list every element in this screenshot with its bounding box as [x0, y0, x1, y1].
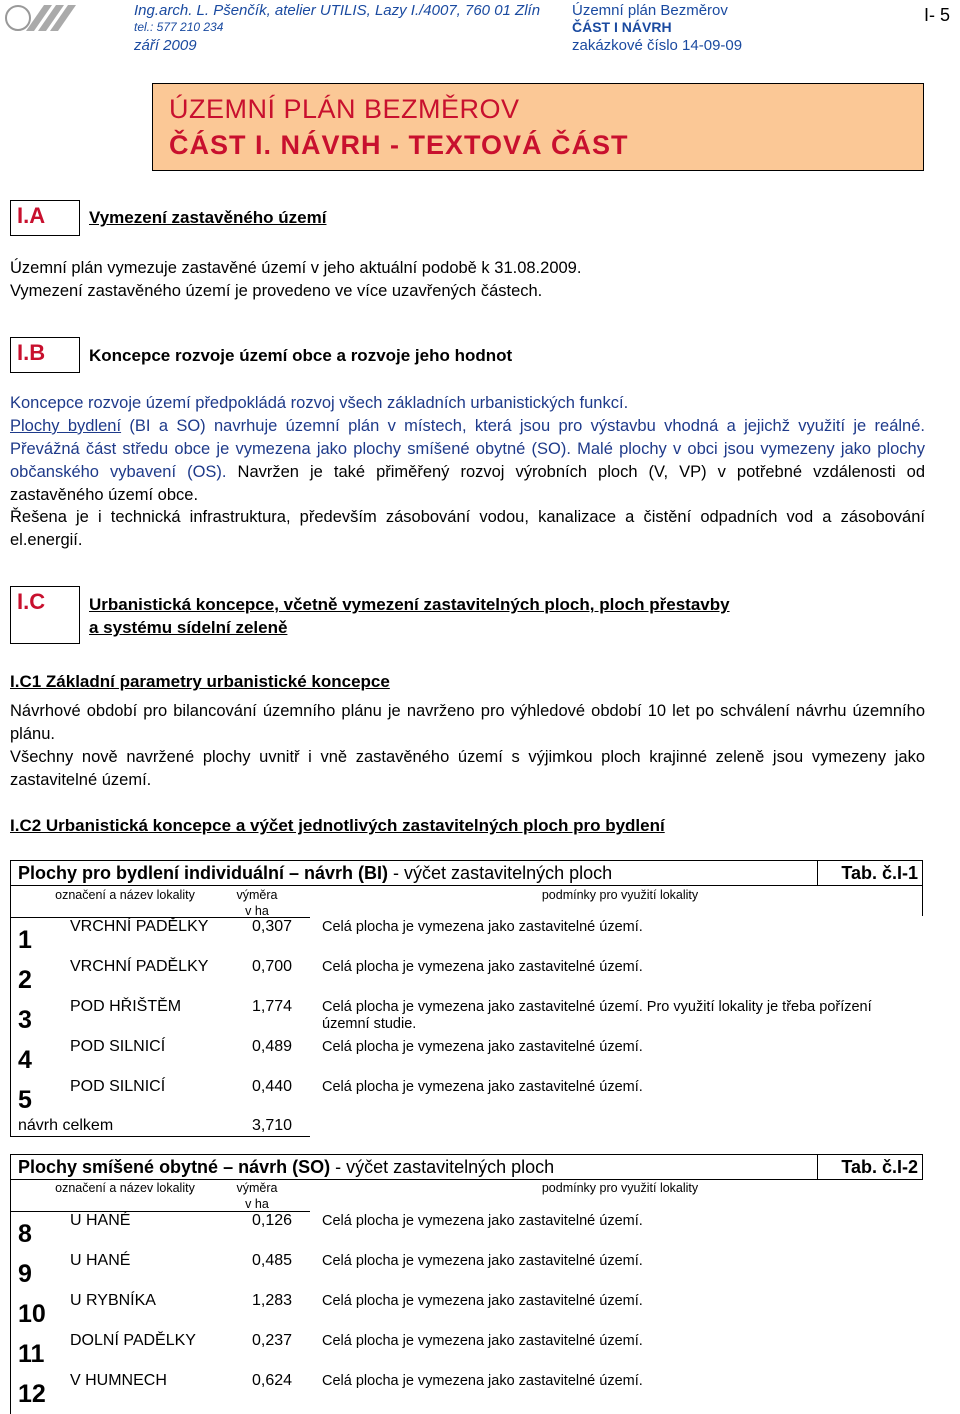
table-row-area: 0,485 — [252, 1252, 293, 1269]
table-row-conditions: Celá plocha je vymezena jako zastavitelné území. — [322, 1213, 643, 1229]
table-row-area: 0,307 — [252, 918, 293, 935]
table-row-conditions: Celá plocha je vymezena jako zastavitelné území. — [322, 1293, 643, 1309]
table-row-name: VRCHNÍ PADĚLKY — [70, 958, 209, 975]
section-c1-paragraph-1: Návrhové období pro bilancování územního plánu je navrženo pro výhledové období 10 let po schválení návrhu územního plánu. — [10, 702, 925, 743]
document-subtitle: ČÁST I. NÁVRH - TEXTOVÁ ČÁST — [169, 130, 629, 160]
table-row-conditions: Celá plocha je vymezena jako zastavitelné území. — [322, 1333, 643, 1349]
table-row-area: 0,489 — [252, 1038, 293, 1055]
table-1-total-value: 3,710 — [252, 1117, 293, 1134]
table-row-number: 8 — [18, 1220, 32, 1248]
table-row-area: 1,283 — [252, 1292, 293, 1309]
header-author: Ing.arch. L. Pšenčík, atelier UTILIS, Lazy I./4007, 760 01 Zlín — [134, 2, 541, 19]
section-a-title: Vymezení zastavěného území — [89, 208, 327, 227]
section-c-code: I.C — [10, 586, 80, 644]
section-b-paragraph-2-rest: Navržen je také přiměřený rozvoj výrobních ploch (V, VP) v potřebné vzdálenosti od zastavěného území obce. — [10, 463, 926, 504]
table-1-col-name: označení a název lokality — [55, 888, 195, 902]
table-row-area: 0,440 — [252, 1078, 293, 1095]
table-row-number: 12 — [18, 1380, 46, 1408]
section-c1-paragraph-2: Všechny nově navržené plochy uvnitř i vně zastavěného území s výjimkou ploch krajinné zeleně jsou vymezeny jako zastavitelné území. — [10, 748, 925, 789]
table-row-conditions: Celá plocha je vymezena jako zastavitelné území. — [322, 1373, 643, 1389]
table-row-number: 5 — [18, 1086, 32, 1114]
table-row-area: 0,700 — [252, 958, 293, 975]
table-row-area: 0,624 — [252, 1372, 293, 1389]
table-row-name: V HUMNECH — [70, 1372, 167, 1389]
table-row-area: 0,237 — [252, 1332, 293, 1349]
table-1-col-area: výměra v ha — [236, 888, 278, 918]
table-row-name: U HANÉ — [70, 1212, 131, 1229]
section-a-paragraph-2: Vymezení zastavěného území je provedeno ve více uzavřených částech. — [10, 282, 543, 300]
table-2-col-conditions: podmínky pro využití lokality — [541, 1181, 699, 1195]
table-1-title: Plochy pro bydlení individuální – návrh (BI) - výčet zastavitelných ploch — [18, 863, 613, 883]
table-row-number: 1 — [18, 926, 32, 954]
header-date: září 2009 — [134, 37, 197, 54]
table-row-area: 0,126 — [252, 1212, 293, 1229]
section-a-code: I.A — [10, 200, 80, 236]
table-row-number: 9 — [18, 1260, 32, 1288]
table-2-header — [10, 1154, 923, 1180]
table-row-name: VRCHNÍ PADĚLKY — [70, 918, 209, 935]
header-tel: tel.: 577 210 234 — [134, 20, 224, 34]
table-2-title: Plochy smíšené obytné – návrh (SO) - výčet zastavitelných ploch — [18, 1157, 555, 1177]
table-row-conditions: Celá plocha je vymezena jako zastavitelné území. — [322, 1253, 643, 1269]
section-c1-title: I.C1 Základní parametry urbanistické koncepce — [10, 672, 390, 691]
document-title: ÚZEMNÍ PLÁN BEZMĚROV — [169, 94, 520, 124]
section-b-title: Koncepce rozvoje území obce a rozvoje jeho hodnot — [89, 346, 513, 365]
table-row-name: U RYBNÍKA — [70, 1292, 156, 1309]
header-part: ČÁST I NÁVRH — [572, 19, 672, 35]
plochy-bydleni-link: Plochy bydlení — [10, 417, 122, 435]
section-b-paragraph-3: Řešena je i technická infrastruktura, především zásobování vodou, kanalizace a čistění odpadních vod a zásobování el.energií. — [10, 508, 925, 549]
section-b-paragraph-2 — [10, 415, 925, 507]
table-1-header — [10, 860, 923, 886]
table-row-name: POD SILNICÍ — [70, 1078, 166, 1095]
table-row-number: 4 — [18, 1046, 32, 1074]
page-number: I- 5 — [924, 5, 951, 25]
company-logo — [4, 3, 82, 33]
title-box — [152, 83, 924, 171]
section-a-paragraph-1: Územní plán vymezuje zastavěné území v jeho aktuální podobě k 31.08.2009. — [10, 259, 582, 277]
table-row-number: 2 — [18, 966, 32, 994]
table-row-number: 3 — [18, 1006, 32, 1034]
section-b-paragraph-2-text: (BI a SO) navrhuje územní plán v místech, která jsou pro výstavbu vhodná a jejichž využití je reálné. Převážná část středu obce je vymezena jako plochy smíšené obytné (SO). Malé plochy v obci jsou vymezeny jako plochy občanského vybavení (OS). — [10, 417, 925, 481]
table-2-col-area: výměra v ha — [236, 1181, 278, 1211]
section-c-title-line1: Urbanistická koncepce, včetně vymezení zastavitelných ploch, ploch přestavby — [89, 595, 730, 614]
section-b-code: I.B — [10, 337, 80, 373]
table-2-col-name: označení a název lokality — [55, 1181, 195, 1195]
table-row-name: POD SILNICÍ — [70, 1038, 166, 1055]
table-row-name: POD HŘIŠTĚM — [70, 998, 182, 1015]
table-1-number: Tab. č.I-1 — [841, 863, 918, 883]
header-order-number: zakázkové číslo 14-09-09 — [572, 37, 743, 54]
table-1-total-label: návrh celkem — [18, 1117, 114, 1134]
section-b-paragraph-1: Koncepce rozvoje území předpokládá rozvoj všech základních urbanistických funkcí. — [10, 394, 629, 412]
header-project: Územní plán Bezměrov — [572, 2, 728, 19]
section-c2-title: I.C2 Urbanistická koncepce a výčet jednotlivých zastavitelných ploch pro bydlení — [10, 816, 665, 835]
section-c-title-line2: a systému sídelní zeleně — [89, 618, 288, 637]
table-row-name: DOLNÍ PADĚLKY — [70, 1332, 196, 1349]
table-row-conditions: Celá plocha je vymezena jako zastavitelné území. Pro využití lokality je třeba pořízení územní studie. — [322, 999, 872, 1032]
table-row-conditions: Celá plocha je vymezena jako zastavitelné území. — [322, 1039, 643, 1055]
table-row-conditions: Celá plocha je vymezena jako zastavitelné území. — [322, 919, 643, 935]
table-2-number: Tab. č.I-2 — [841, 1157, 918, 1177]
table-row-conditions: Celá plocha je vymezena jako zastavitelné území. — [322, 959, 643, 975]
table-row-number: 11 — [18, 1340, 45, 1368]
table-row-area: 1,774 — [252, 998, 293, 1015]
table-1-col-conditions: podmínky pro využití lokality — [541, 888, 699, 902]
table-row-name: U HANÉ — [70, 1252, 131, 1269]
table-row-number: 10 — [18, 1300, 46, 1328]
table-row-conditions: Celá plocha je vymezena jako zastavitelné území. — [322, 1079, 643, 1095]
